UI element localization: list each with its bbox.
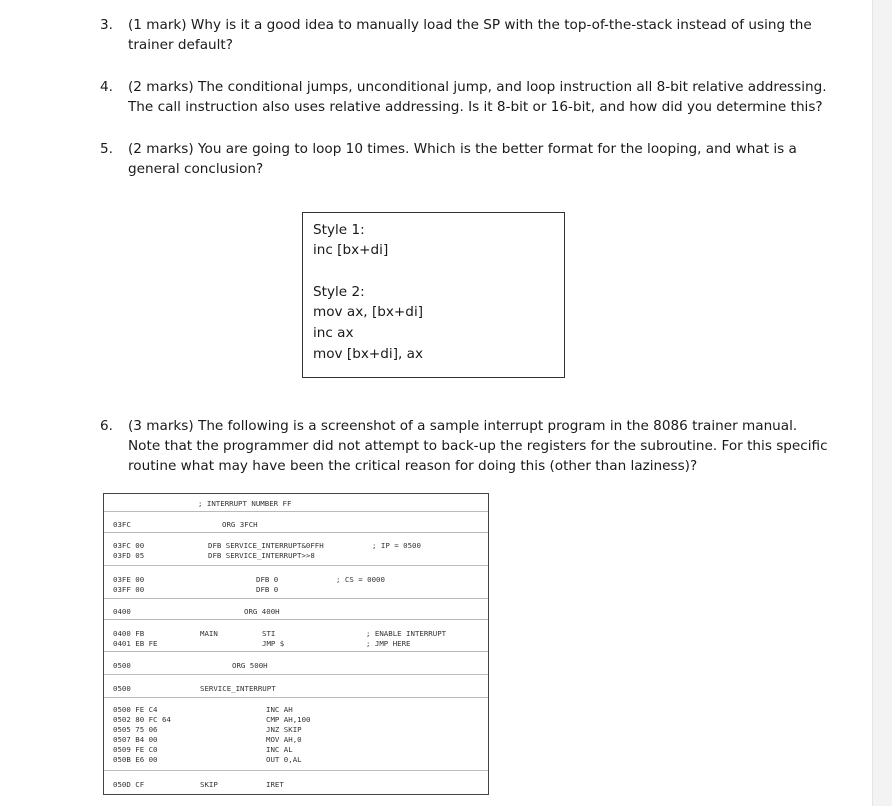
listing-header-comment: ; INTERRUPT NUMBER FF [198,499,292,508]
listing-address: 03FC [113,520,131,529]
listing-code: DFB SERVICE_INTERRUPT&0FFH [208,541,324,550]
listing-divider [104,511,488,512]
listing-address: 0502 80 FC 64 [113,715,171,724]
listing-address: 03FD 05 [113,551,145,560]
listing-code: CMP AH,100 [266,715,311,724]
listing-comment: ; IP = 0500 [372,541,421,550]
listing-divider [104,598,488,599]
listing-code: INC AH [266,705,293,714]
listing-address: 03FF 00 [113,585,145,594]
listing-code: ORG 400H [244,607,280,616]
style1-code: inc [bx+di] [313,242,389,258]
listing-code: DFB 0 [256,575,279,584]
question-line: (1 mark) Why is it a good idea to manually load the SP with the top-of-the-stack instead of using the [128,17,812,33]
listing-code: IRET [266,780,284,789]
question-text [128,15,812,55]
question-text [128,77,827,117]
style1-title: Style 1: [313,222,365,238]
listing-address: 0500 [113,684,131,693]
question-line: trainer default? [128,37,233,53]
listing-divider [104,651,488,652]
style2-title: Style 2: [313,284,365,300]
question-line: The call instruction also uses relative addressing. Is it 8-bit or 16-bit, and how did you determine this? [128,99,823,115]
listing-divider [104,674,488,675]
listing-code: ORG 500H [232,661,268,670]
listing-address: 0507 B4 00 [113,735,158,744]
listing-address: 03FC 00 [113,541,145,550]
listing-divider [104,697,488,698]
listing-comment: ; ENABLE INTERRUPT [366,629,447,638]
style2-code-line: mov [bx+di], ax [313,346,424,362]
listing-address: 0505 75 06 [113,725,158,734]
listing-code: INC AL [266,745,293,754]
assembly-listing-image [103,493,489,795]
listing-divider [104,770,488,771]
listing-divider [104,565,488,566]
question-number: 4. [100,79,113,95]
question-text [128,139,797,179]
listing-comment: ; JMP HERE [366,639,411,648]
listing-address: 0500 FE C4 [113,705,158,714]
listing-code: DFB SERVICE_INTERRUPT>>8 [208,551,315,560]
question-line: routine what may have been the critical reason for doing this (other than laziness)? [128,458,698,474]
listing-address: 0509 FE C0 [113,745,158,754]
question-line: Note that the programmer did not attempt to back-up the registers for the subroutine. For this specific [128,438,828,454]
style2-code-line: mov ax, [bx+di] [313,304,424,320]
listing-address: 050D CF [113,780,145,789]
listing-code: ORG 3FCH [222,520,258,529]
listing-divider [104,532,488,533]
question-line: (3 marks) The following is a screenshot of a sample interrupt program in the 8086 trainer manual. [128,418,798,434]
listing-code: STI [262,629,276,638]
listing-code: JMP $ [262,639,285,648]
listing-address: 0500 [113,661,131,670]
listing-address: 0401 EB FE [113,639,158,648]
question-text [128,416,828,476]
question-number: 6. [100,418,113,434]
listing-address: 0400 FB [113,629,145,638]
listing-address: 03FE 00 [113,575,145,584]
page-scroll-margin [872,0,892,806]
listing-code: DFB 0 [256,585,279,594]
question-number: 3. [100,17,113,33]
listing-label: MAIN [200,629,218,638]
listing-address: 050B E6 00 [113,755,158,764]
question-line: general conclusion? [128,161,264,177]
style-comparison-box [302,212,565,378]
style2-code-line: inc ax [313,325,354,341]
question-line: (2 marks) You are going to loop 10 times. Which is the better format for the looping, and what is a [128,141,797,157]
listing-code: OUT 0,AL [266,755,302,764]
question-line: (2 marks) The conditional jumps, unconditional jump, and loop instruction all 8-bit relative addressing. [128,79,827,95]
listing-address: 0400 [113,607,131,616]
listing-code: JNZ SKIP [266,725,302,734]
listing-divider [104,619,488,620]
listing-comment: ; CS = 0000 [336,575,385,584]
listing-code: MOV AH,0 [266,735,302,744]
question-number: 5. [100,141,113,157]
listing-label: SERVICE_INTERRUPT [200,684,276,693]
listing-label: SKIP [200,780,218,789]
